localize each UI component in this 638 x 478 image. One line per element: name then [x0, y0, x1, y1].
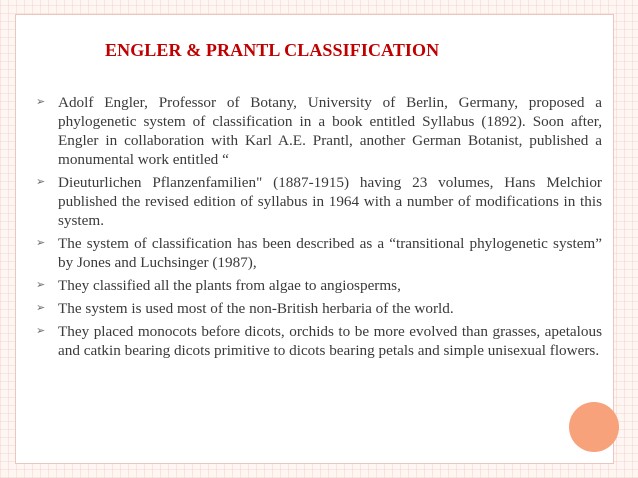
bullet-text: Dieuturlichen Pflanzenfamilien" (1887-1915) having 23 volumes, Hans Melchior published the revised edition of syllabus in 1964 with a number of modifications in this system. [58, 174, 602, 229]
bullet-text: Adolf Engler, Professor of Botany, University of Berlin, Germany, proposed a phylogenetic system of classification in a book entitled Syllabus (1892). Soon after, Engler in collaboration with Karl A.E. Prantl, another German Botanist, published a monumental work entitled “ [58, 94, 602, 168]
bullet-list [36, 93, 602, 364]
bullet-item [36, 173, 602, 230]
bullet-item [36, 93, 602, 169]
arrow-bullet-icon: ➢ [36, 302, 46, 314]
bullet-text: The system is used most of the non-British herbaria of the world. [58, 300, 454, 317]
arrow-bullet-icon: ➢ [36, 325, 46, 337]
arrow-bullet-icon: ➢ [36, 176, 46, 188]
arrow-bullet-icon: ➢ [36, 279, 46, 291]
bullet-item [36, 322, 602, 360]
bullet-item [36, 234, 602, 272]
arrow-bullet-icon: ➢ [36, 96, 46, 108]
slide-title: ENGLER & PRANTL CLASSIFICATION [105, 40, 440, 60]
bullet-item [36, 299, 602, 318]
bullet-text: The system of classification has been described as a “transitional phylogenetic system” by Jones and Luchsinger (1987), [58, 235, 602, 271]
arrow-bullet-icon: ➢ [36, 237, 46, 249]
bullet-text: They placed monocots before dicots, orchids to be more evolved than grasses, apetalous and catkin bearing dicots primitive to dicots bearing petals and simple unisexual flowers. [58, 323, 602, 359]
bullet-item [36, 276, 602, 295]
decorative-circle [569, 402, 619, 452]
bullet-text: They classified all the plants from algae to angiosperms, [58, 277, 401, 294]
